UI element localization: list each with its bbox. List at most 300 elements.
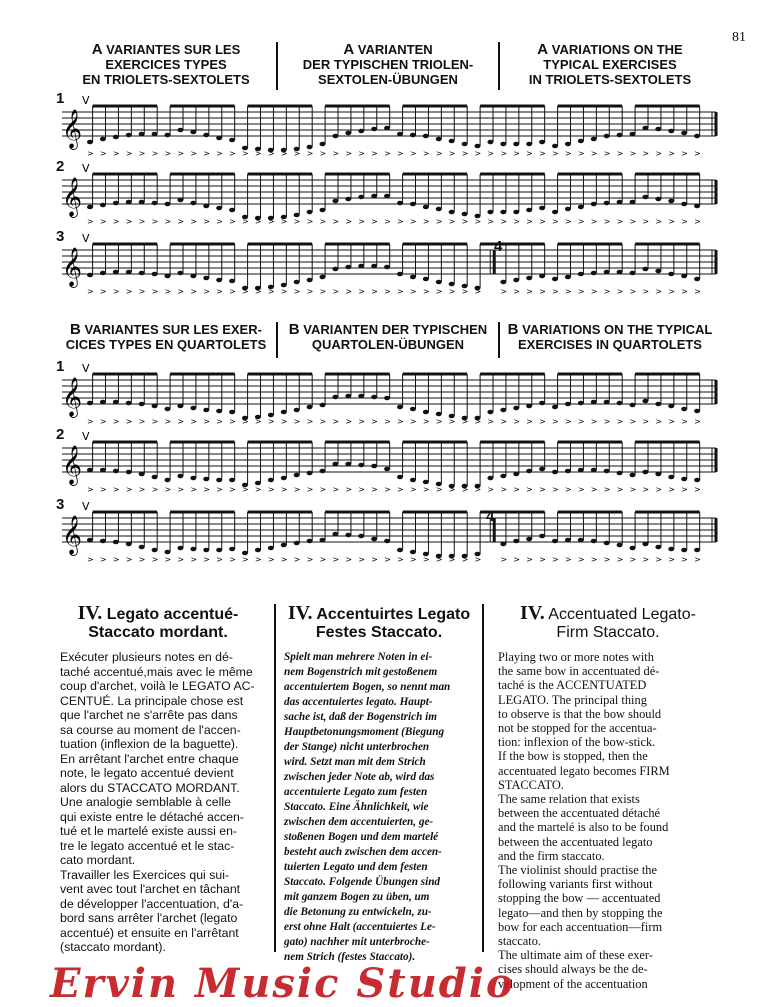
accent-mark-icon: > bbox=[564, 149, 572, 158]
accent-mark-icon: > bbox=[616, 217, 624, 226]
note-head bbox=[513, 142, 519, 147]
accent-mark-icon: > bbox=[577, 417, 585, 426]
accent-mark-icon: > bbox=[629, 555, 637, 564]
accent-mark-icon: > bbox=[384, 287, 391, 296]
section-letter: B bbox=[288, 321, 300, 338]
note-head bbox=[139, 271, 145, 276]
accent-mark-icon: > bbox=[371, 287, 378, 296]
note-head bbox=[694, 134, 700, 139]
header-line: IN TRIOLETS-SEXTOLETS bbox=[528, 72, 692, 87]
treble-clef-icon: 𝄞 bbox=[62, 109, 83, 149]
note-head bbox=[513, 278, 519, 283]
accent-mark-icon: > bbox=[306, 287, 314, 296]
treble-clef-icon: 𝄞 bbox=[62, 247, 83, 287]
title-line: Accentuirtes Legato bbox=[316, 606, 471, 623]
text-line: tion: inflexion of the bow-stick. bbox=[498, 735, 656, 750]
accent-mark-icon: > bbox=[564, 417, 572, 426]
note-head bbox=[513, 539, 519, 544]
accent-mark-icon: > bbox=[526, 217, 533, 226]
section-a-header bbox=[56, 42, 720, 90]
accent-mark-icon: > bbox=[448, 417, 456, 426]
music-staff bbox=[56, 232, 720, 306]
text-line: tre le legato accentué et le stac- bbox=[60, 838, 235, 853]
accent-mark-icon: > bbox=[164, 217, 172, 226]
accent-mark-icon: > bbox=[500, 485, 508, 494]
text-line: bord sans arrêter l'archet (legato bbox=[60, 911, 238, 925]
exercise-number: 1 bbox=[56, 90, 65, 107]
note-head bbox=[655, 269, 661, 274]
note-head bbox=[565, 275, 571, 280]
accent-mark-icon: > bbox=[564, 287, 572, 296]
accent-mark-icon: > bbox=[99, 555, 107, 564]
accent-mark-icon: > bbox=[603, 287, 611, 296]
accent-mark-icon: > bbox=[539, 555, 546, 564]
note-head bbox=[578, 205, 584, 210]
accent-mark-icon: > bbox=[642, 555, 650, 564]
note-head bbox=[139, 472, 145, 477]
title-line: Legato accentué- bbox=[106, 606, 239, 623]
accent-mark-icon: > bbox=[112, 287, 120, 296]
text-line: velopment of the accentuation bbox=[498, 976, 648, 991]
accent-mark-icon: > bbox=[293, 417, 301, 426]
accent-mark-icon: > bbox=[177, 287, 185, 296]
text-line: gato) nachher mit unterbroche- bbox=[284, 936, 430, 948]
accent-mark-icon: > bbox=[384, 149, 391, 158]
note-head bbox=[526, 208, 532, 213]
section-letter: B bbox=[70, 321, 81, 338]
accent-mark-icon: > bbox=[681, 485, 688, 494]
accent-mark-icon: > bbox=[190, 555, 198, 564]
note-head bbox=[552, 539, 558, 544]
accent-mark-icon: > bbox=[461, 217, 469, 226]
accent-mark-icon: > bbox=[267, 417, 275, 426]
accent-mark-icon: > bbox=[655, 555, 663, 564]
header-line: VARIANTES SUR LES bbox=[106, 42, 241, 57]
section-title bbox=[60, 604, 256, 642]
accent-mark-icon: > bbox=[384, 217, 391, 226]
note-head bbox=[177, 128, 183, 133]
bow-mark-icon: V bbox=[82, 362, 90, 375]
exercise-number: 2 bbox=[56, 426, 65, 443]
accent-mark-icon: > bbox=[151, 149, 159, 158]
accent-mark-icon: > bbox=[242, 417, 249, 426]
note-head bbox=[552, 277, 558, 282]
note-head bbox=[526, 469, 532, 474]
accent-mark-icon: > bbox=[332, 485, 340, 494]
text-line: wird. Setzt man mit dem Strich bbox=[284, 756, 426, 768]
accent-mark-icon: > bbox=[694, 555, 701, 564]
accent-mark-icon: > bbox=[267, 485, 275, 494]
text-line: legato—and then by stopping the bbox=[498, 905, 663, 920]
note-head bbox=[578, 401, 584, 406]
accent-mark-icon: > bbox=[448, 149, 456, 158]
text-line: cises should always be the de- bbox=[498, 962, 648, 977]
exercise-number: 4 bbox=[494, 238, 503, 255]
accent-mark-icon: > bbox=[668, 217, 675, 226]
accent-mark-icon: > bbox=[539, 485, 546, 494]
accent-mark-icon: > bbox=[125, 417, 133, 426]
accent-mark-icon: > bbox=[87, 417, 94, 426]
accent-mark-icon: > bbox=[267, 555, 275, 564]
staff-row-a2 bbox=[56, 158, 720, 232]
note-head bbox=[578, 538, 584, 543]
text-line: the same bow in accentuated dé- bbox=[498, 664, 660, 679]
accent-mark-icon: > bbox=[138, 485, 146, 494]
accent-mark-icon: > bbox=[332, 287, 340, 296]
accent-mark-icon: > bbox=[190, 417, 198, 426]
accent-mark-icon: > bbox=[461, 287, 469, 296]
text-line: Une analogie semblable à celle bbox=[60, 795, 231, 809]
section-a-header-en bbox=[500, 42, 720, 90]
accent-mark-icon: > bbox=[629, 485, 637, 494]
text-column-french bbox=[60, 604, 256, 955]
accent-mark-icon: > bbox=[216, 287, 223, 296]
text-line: coup d'archet, voilà le LEGATO AC- bbox=[60, 679, 255, 693]
text-line: de développer l'accentuation, d'a- bbox=[60, 896, 244, 911]
accent-mark-icon: > bbox=[138, 555, 146, 564]
text-line: besteht auch zwischen dem accen- bbox=[284, 846, 442, 858]
accent-mark-icon: > bbox=[203, 287, 210, 296]
note-head bbox=[177, 474, 183, 479]
text-line: qui existe entre le détaché accen- bbox=[60, 809, 244, 824]
accent-mark-icon: > bbox=[629, 149, 637, 158]
accent-mark-icon: > bbox=[422, 149, 430, 158]
text-line: not be stopped for the accentua- bbox=[498, 721, 657, 736]
page-number: 81 bbox=[732, 30, 746, 45]
header-line: TYPICAL EXERCISES bbox=[543, 57, 677, 72]
text-line: mit ganzem Bogen zu üben, um bbox=[284, 891, 430, 903]
accent-mark-icon: > bbox=[203, 555, 210, 564]
accent-mark-icon: > bbox=[371, 417, 378, 426]
roman-numeral: IV. bbox=[287, 602, 313, 624]
accent-mark-icon: > bbox=[590, 217, 598, 226]
section-b-header-en bbox=[500, 322, 720, 358]
note-head bbox=[655, 545, 661, 550]
accent-mark-icon: > bbox=[539, 217, 546, 226]
text-line: nem Bogenstrich mit gestoßenem bbox=[284, 666, 438, 678]
accent-mark-icon: > bbox=[474, 287, 482, 296]
text-line: zwischen jeder Note ab, wird das bbox=[284, 771, 435, 783]
accent-mark-icon: > bbox=[616, 149, 624, 158]
accent-mark-icon: > bbox=[306, 217, 314, 226]
note-head bbox=[526, 537, 532, 542]
watermark: Ervin Music Studio bbox=[50, 960, 515, 1007]
text-line: que l'archet ne s'arrête pas dans bbox=[60, 708, 238, 722]
title-line: Firm Staccato. bbox=[556, 624, 660, 641]
accent-mark-icon: > bbox=[358, 417, 365, 426]
accent-mark-icon: > bbox=[99, 149, 107, 158]
accent-mark-icon: > bbox=[293, 217, 301, 226]
accent-mark-icon: > bbox=[371, 149, 378, 158]
note-head bbox=[565, 142, 571, 147]
accent-mark-icon: > bbox=[384, 555, 391, 564]
treble-clef-icon: 𝄞 bbox=[62, 515, 83, 555]
header-line: VARIATIONS ON THE bbox=[551, 42, 683, 57]
accent-mark-icon: > bbox=[668, 555, 675, 564]
body-text bbox=[60, 650, 256, 955]
note-head bbox=[694, 204, 700, 209]
accent-mark-icon: > bbox=[526, 149, 533, 158]
text-line: Exécuter plusieurs notes en dé- bbox=[60, 650, 233, 664]
accent-mark-icon: > bbox=[616, 485, 624, 494]
accent-mark-icon: > bbox=[577, 485, 585, 494]
accent-mark-icon: > bbox=[694, 217, 701, 226]
accent-mark-icon: > bbox=[668, 417, 675, 426]
accent-mark-icon: > bbox=[409, 417, 417, 426]
accent-mark-icon: > bbox=[229, 149, 236, 158]
accent-mark-icon: > bbox=[293, 149, 301, 158]
accent-mark-icon: > bbox=[694, 287, 701, 296]
accent-mark-icon: > bbox=[99, 417, 107, 426]
music-staff bbox=[56, 500, 720, 578]
accent-mark-icon: > bbox=[590, 287, 598, 296]
accent-mark-icon: > bbox=[138, 149, 146, 158]
accent-mark-icon: > bbox=[397, 417, 404, 426]
header-line: CICES TYPES EN QUARTOLETS bbox=[65, 337, 267, 352]
note-head bbox=[139, 200, 145, 205]
text-line: sache ist, daß der Bogenstrich im bbox=[284, 711, 437, 723]
roman-numeral: IV. bbox=[520, 602, 545, 624]
accent-mark-icon: > bbox=[474, 417, 482, 426]
note-head bbox=[578, 139, 584, 144]
accent-mark-icon: > bbox=[138, 417, 146, 426]
accent-mark-icon: > bbox=[254, 555, 262, 564]
accent-mark-icon: > bbox=[629, 417, 637, 426]
accent-mark-icon: > bbox=[293, 287, 301, 296]
accent-mark-icon: > bbox=[409, 555, 417, 564]
accent-mark-icon: > bbox=[190, 485, 198, 494]
accent-mark-icon: > bbox=[151, 287, 159, 296]
header-line: EN TRIOLETS-SEXTOLETS bbox=[82, 72, 250, 87]
header-line: VARIATIONS ON THE TYPICAL bbox=[522, 322, 713, 337]
accent-mark-icon: > bbox=[461, 417, 469, 426]
accent-mark-icon: > bbox=[267, 287, 275, 296]
staff-row-a3 bbox=[56, 228, 720, 306]
accent-mark-icon: > bbox=[616, 287, 624, 296]
accent-mark-icon: > bbox=[384, 485, 391, 494]
note-head bbox=[655, 472, 661, 477]
accent-mark-icon: > bbox=[190, 217, 198, 226]
accent-mark-icon: > bbox=[151, 417, 159, 426]
accent-mark-icon: > bbox=[151, 217, 159, 226]
accent-mark-icon: > bbox=[397, 485, 404, 494]
accent-mark-icon: > bbox=[397, 217, 404, 226]
header-line: SEXTOLEN-ÜBUNGEN bbox=[318, 72, 458, 87]
accent-mark-icon: > bbox=[99, 217, 107, 226]
accent-mark-icon: > bbox=[242, 555, 249, 564]
accent-mark-icon: > bbox=[319, 417, 327, 426]
text-line: The violinist should practise the bbox=[498, 863, 657, 878]
note-head bbox=[513, 210, 519, 215]
accent-mark-icon: > bbox=[616, 555, 624, 564]
title-line: Staccato mordant. bbox=[88, 624, 228, 641]
accent-mark-icon: > bbox=[564, 217, 572, 226]
note-head bbox=[177, 271, 183, 276]
accent-mark-icon: > bbox=[590, 555, 598, 564]
text-line: to observe is that the bow should bbox=[498, 706, 662, 721]
accent-mark-icon: > bbox=[552, 555, 559, 564]
accent-mark-icon: > bbox=[422, 217, 430, 226]
accent-mark-icon: > bbox=[177, 217, 185, 226]
accent-mark-icon: > bbox=[603, 555, 611, 564]
treble-clef-icon: 𝄞 bbox=[62, 377, 83, 417]
bow-mark-icon: V bbox=[82, 430, 90, 443]
exercise-number: 3 bbox=[56, 496, 65, 513]
accent-mark-icon: > bbox=[358, 149, 365, 158]
accent-mark-icon: > bbox=[138, 287, 146, 296]
accent-mark-icon: > bbox=[177, 149, 185, 158]
text-line: (staccato mordant). bbox=[60, 940, 166, 954]
accent-mark-icon: > bbox=[306, 485, 314, 494]
accent-mark-icon: > bbox=[448, 485, 456, 494]
accent-mark-icon: > bbox=[254, 287, 262, 296]
treble-clef-icon: 𝄞 bbox=[62, 177, 83, 217]
text-line: zwischen dem accentuierten, ge- bbox=[284, 816, 434, 828]
note-head bbox=[113, 135, 119, 140]
accent-mark-icon: > bbox=[577, 287, 585, 296]
accent-mark-icon: > bbox=[358, 217, 365, 226]
accent-mark-icon: > bbox=[358, 485, 365, 494]
accent-mark-icon: > bbox=[99, 485, 107, 494]
accent-mark-icon: > bbox=[500, 417, 508, 426]
accent-mark-icon: > bbox=[87, 287, 94, 296]
text-line: CENTUÉ. La principale chose est bbox=[60, 693, 244, 708]
note-head bbox=[113, 540, 119, 545]
accent-mark-icon: > bbox=[242, 149, 249, 158]
roman-numeral: IV. bbox=[77, 602, 103, 624]
accent-mark-icon: > bbox=[254, 417, 262, 426]
accent-mark-icon: > bbox=[216, 555, 223, 564]
note-head bbox=[565, 538, 571, 543]
accent-mark-icon: > bbox=[203, 485, 210, 494]
text-line: das accentuiertes legato. Haupt- bbox=[284, 696, 433, 708]
accent-mark-icon: > bbox=[87, 217, 94, 226]
accent-mark-icon: > bbox=[539, 417, 546, 426]
accent-mark-icon: > bbox=[681, 555, 688, 564]
accent-mark-icon: > bbox=[306, 417, 314, 426]
accent-mark-icon: > bbox=[500, 287, 508, 296]
header-line: EXERCISES IN QUARTOLETS bbox=[518, 337, 702, 352]
accent-mark-icon: > bbox=[513, 217, 520, 226]
accent-mark-icon: > bbox=[603, 417, 611, 426]
note-head bbox=[268, 546, 274, 551]
accent-mark-icon: > bbox=[422, 417, 430, 426]
accent-mark-icon: > bbox=[345, 485, 353, 494]
text-line: Staccato. Eine Ähnlichkeit, wie bbox=[284, 801, 429, 813]
staff-row-a1 bbox=[56, 90, 720, 164]
accent-mark-icon: > bbox=[254, 485, 262, 494]
accent-mark-icon: > bbox=[564, 555, 572, 564]
accent-mark-icon: > bbox=[293, 485, 301, 494]
accent-mark-icon: > bbox=[164, 485, 172, 494]
accent-mark-icon: > bbox=[397, 555, 404, 564]
note-head bbox=[617, 401, 623, 406]
text-line: The ultimate aim of these exer- bbox=[498, 948, 653, 963]
accent-mark-icon: > bbox=[164, 149, 172, 158]
accent-mark-icon: > bbox=[590, 485, 598, 494]
accent-mark-icon: > bbox=[487, 149, 495, 158]
accent-mark-icon: > bbox=[564, 485, 572, 494]
text-line: alors du STACCATO MORDANT. bbox=[60, 780, 240, 795]
accent-mark-icon: > bbox=[409, 485, 417, 494]
music-staff bbox=[56, 94, 720, 164]
accent-mark-icon: > bbox=[216, 485, 223, 494]
accent-mark-icon: > bbox=[642, 217, 650, 226]
accent-mark-icon: > bbox=[112, 149, 120, 158]
header-line: VARIANTEN DER TYPISCHEN bbox=[303, 322, 488, 337]
header-line: DER TYPISCHEN TRIOLEN- bbox=[302, 57, 474, 72]
text-line: tuierten Legato und dem festen bbox=[284, 861, 428, 873]
note-head bbox=[617, 200, 623, 205]
section-letter: A bbox=[91, 41, 103, 58]
note-head bbox=[526, 142, 532, 147]
accent-mark-icon: > bbox=[112, 217, 120, 226]
accent-mark-icon: > bbox=[435, 485, 443, 494]
accent-mark-icon: > bbox=[422, 555, 430, 564]
text-line: der Stange) nicht unterbrochen bbox=[284, 741, 430, 753]
accent-mark-icon: > bbox=[526, 287, 533, 296]
accent-mark-icon: > bbox=[577, 149, 585, 158]
accent-mark-icon: > bbox=[577, 555, 585, 564]
accent-mark-icon: > bbox=[87, 149, 94, 158]
text-line: erst ohne Halt (accentuiertes Le- bbox=[284, 921, 436, 933]
accent-mark-icon: > bbox=[461, 149, 469, 158]
accent-mark-icon: > bbox=[267, 217, 275, 226]
accent-mark-icon: > bbox=[293, 555, 301, 564]
accent-mark-icon: > bbox=[513, 485, 520, 494]
accent-mark-icon: > bbox=[539, 149, 546, 158]
note-head bbox=[552, 210, 558, 215]
accent-mark-icon: > bbox=[371, 217, 378, 226]
text-line: nem Strich (festes Staccato). bbox=[284, 951, 416, 963]
accent-mark-icon: > bbox=[474, 149, 482, 158]
section-letter: A bbox=[537, 41, 549, 58]
note-head bbox=[694, 409, 700, 414]
note-head bbox=[113, 270, 119, 275]
accent-mark-icon: > bbox=[177, 485, 185, 494]
note-head bbox=[139, 402, 145, 407]
accent-mark-icon: > bbox=[603, 485, 611, 494]
accent-mark-icon: > bbox=[332, 149, 340, 158]
accent-mark-icon: > bbox=[603, 217, 611, 226]
text-line: The same relation that exists bbox=[498, 792, 640, 807]
accent-mark-icon: > bbox=[422, 485, 430, 494]
accent-mark-icon: > bbox=[87, 555, 94, 564]
text-line: Staccato. Folgende Übungen sind bbox=[284, 876, 441, 888]
staff-row-b2 bbox=[56, 426, 720, 504]
accent-mark-icon: > bbox=[474, 485, 482, 494]
text-line: staccato. bbox=[498, 934, 541, 949]
accent-mark-icon: > bbox=[112, 417, 120, 426]
accent-mark-icon: > bbox=[694, 417, 701, 426]
accent-mark-icon: > bbox=[694, 149, 701, 158]
text-line: STACCATO. bbox=[498, 777, 564, 792]
accent-mark-icon: > bbox=[422, 287, 430, 296]
note-head bbox=[565, 207, 571, 212]
treble-clef-icon: 𝄞 bbox=[62, 445, 83, 485]
accent-mark-icon: > bbox=[332, 417, 340, 426]
accent-mark-icon: > bbox=[138, 217, 146, 226]
accent-mark-icon: > bbox=[371, 485, 378, 494]
accent-mark-icon: > bbox=[681, 149, 688, 158]
note-head bbox=[113, 201, 119, 206]
accent-mark-icon: > bbox=[216, 217, 223, 226]
accent-mark-icon: > bbox=[203, 417, 210, 426]
music-staff bbox=[56, 362, 720, 436]
text-line: sa course au moment de l'accen- bbox=[60, 722, 241, 737]
accent-mark-icon: > bbox=[448, 555, 456, 564]
note-head bbox=[139, 132, 145, 137]
